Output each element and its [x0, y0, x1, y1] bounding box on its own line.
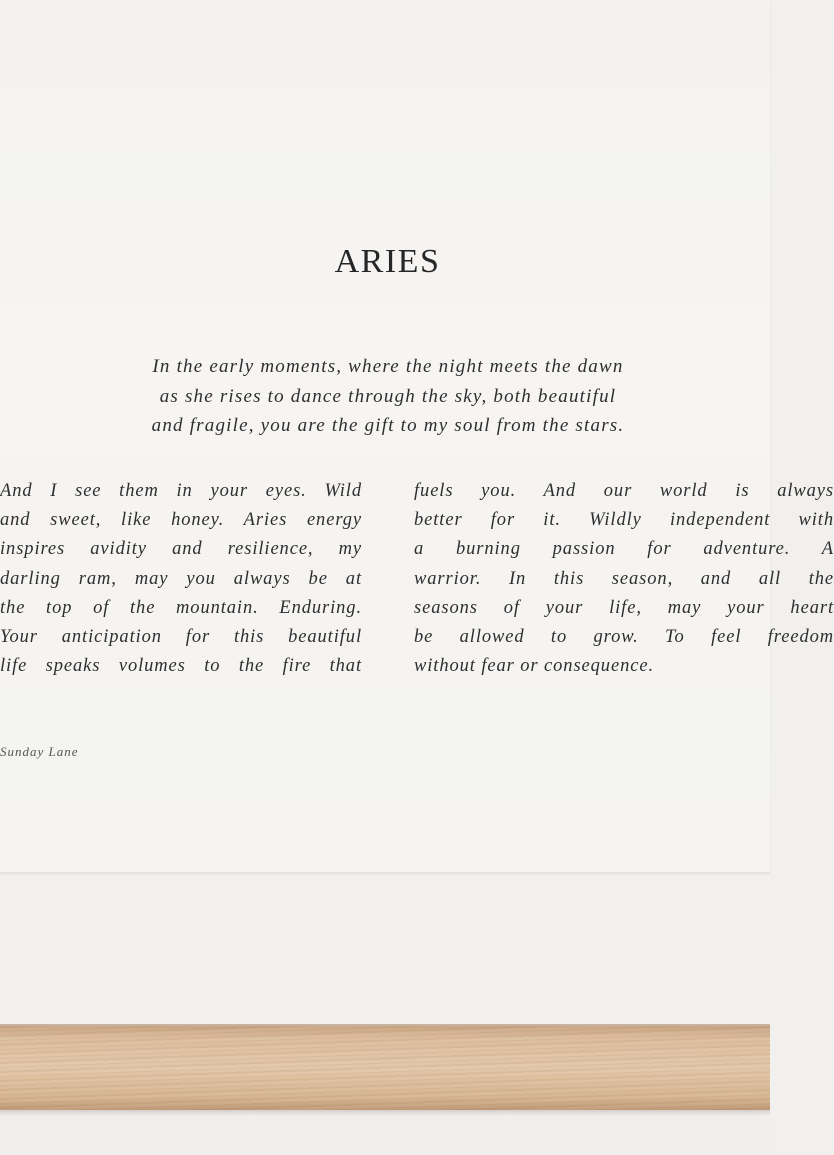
body-column-right — [414, 477, 834, 681]
body-line: without fear or consequence. — [414, 656, 654, 677]
intro-line: as she rises to dance through the sky, both beautiful — [159, 385, 617, 407]
body-line: warrior. In this season, and all the — [414, 568, 834, 589]
brand-signature: Sunday Lane — [0, 744, 79, 759]
body-line: life speaks volumes to the fire that — [0, 656, 362, 677]
body-line: the top of the mountain. Enduring. — [0, 597, 362, 618]
body-line: Your anticipation for this beautiful — [0, 627, 362, 648]
intro-verse — [88, 352, 688, 441]
print-title: ARIES — [334, 243, 441, 280]
wooden-frame-rail — [0, 1026, 770, 1110]
body-column-left — [0, 477, 362, 681]
body-line: and sweet, like honey. Aries energy — [0, 510, 362, 531]
intro-line: In the early moments, where the night meets the dawn — [152, 356, 624, 377]
frame-rail-shadow — [0, 1110, 770, 1116]
body-line: better for it. Wildly independent with — [414, 510, 834, 531]
body-line: darling ram, may you always be at — [0, 568, 362, 589]
body-line: fuels you. And our world is always — [414, 481, 834, 501]
body-line: be allowed to grow. To feel freedom — [414, 627, 834, 648]
body-line: And I see them in your eyes. Wild — [0, 481, 362, 501]
body-line: inspires avidity and resilience, my — [0, 539, 362, 560]
body-line: a burning passion for adventure. A — [414, 539, 834, 560]
body-line: seasons of your life, may your heart — [414, 597, 834, 618]
intro-line: and fragile, you are the gift to my soul from the stars. — [151, 415, 625, 436]
